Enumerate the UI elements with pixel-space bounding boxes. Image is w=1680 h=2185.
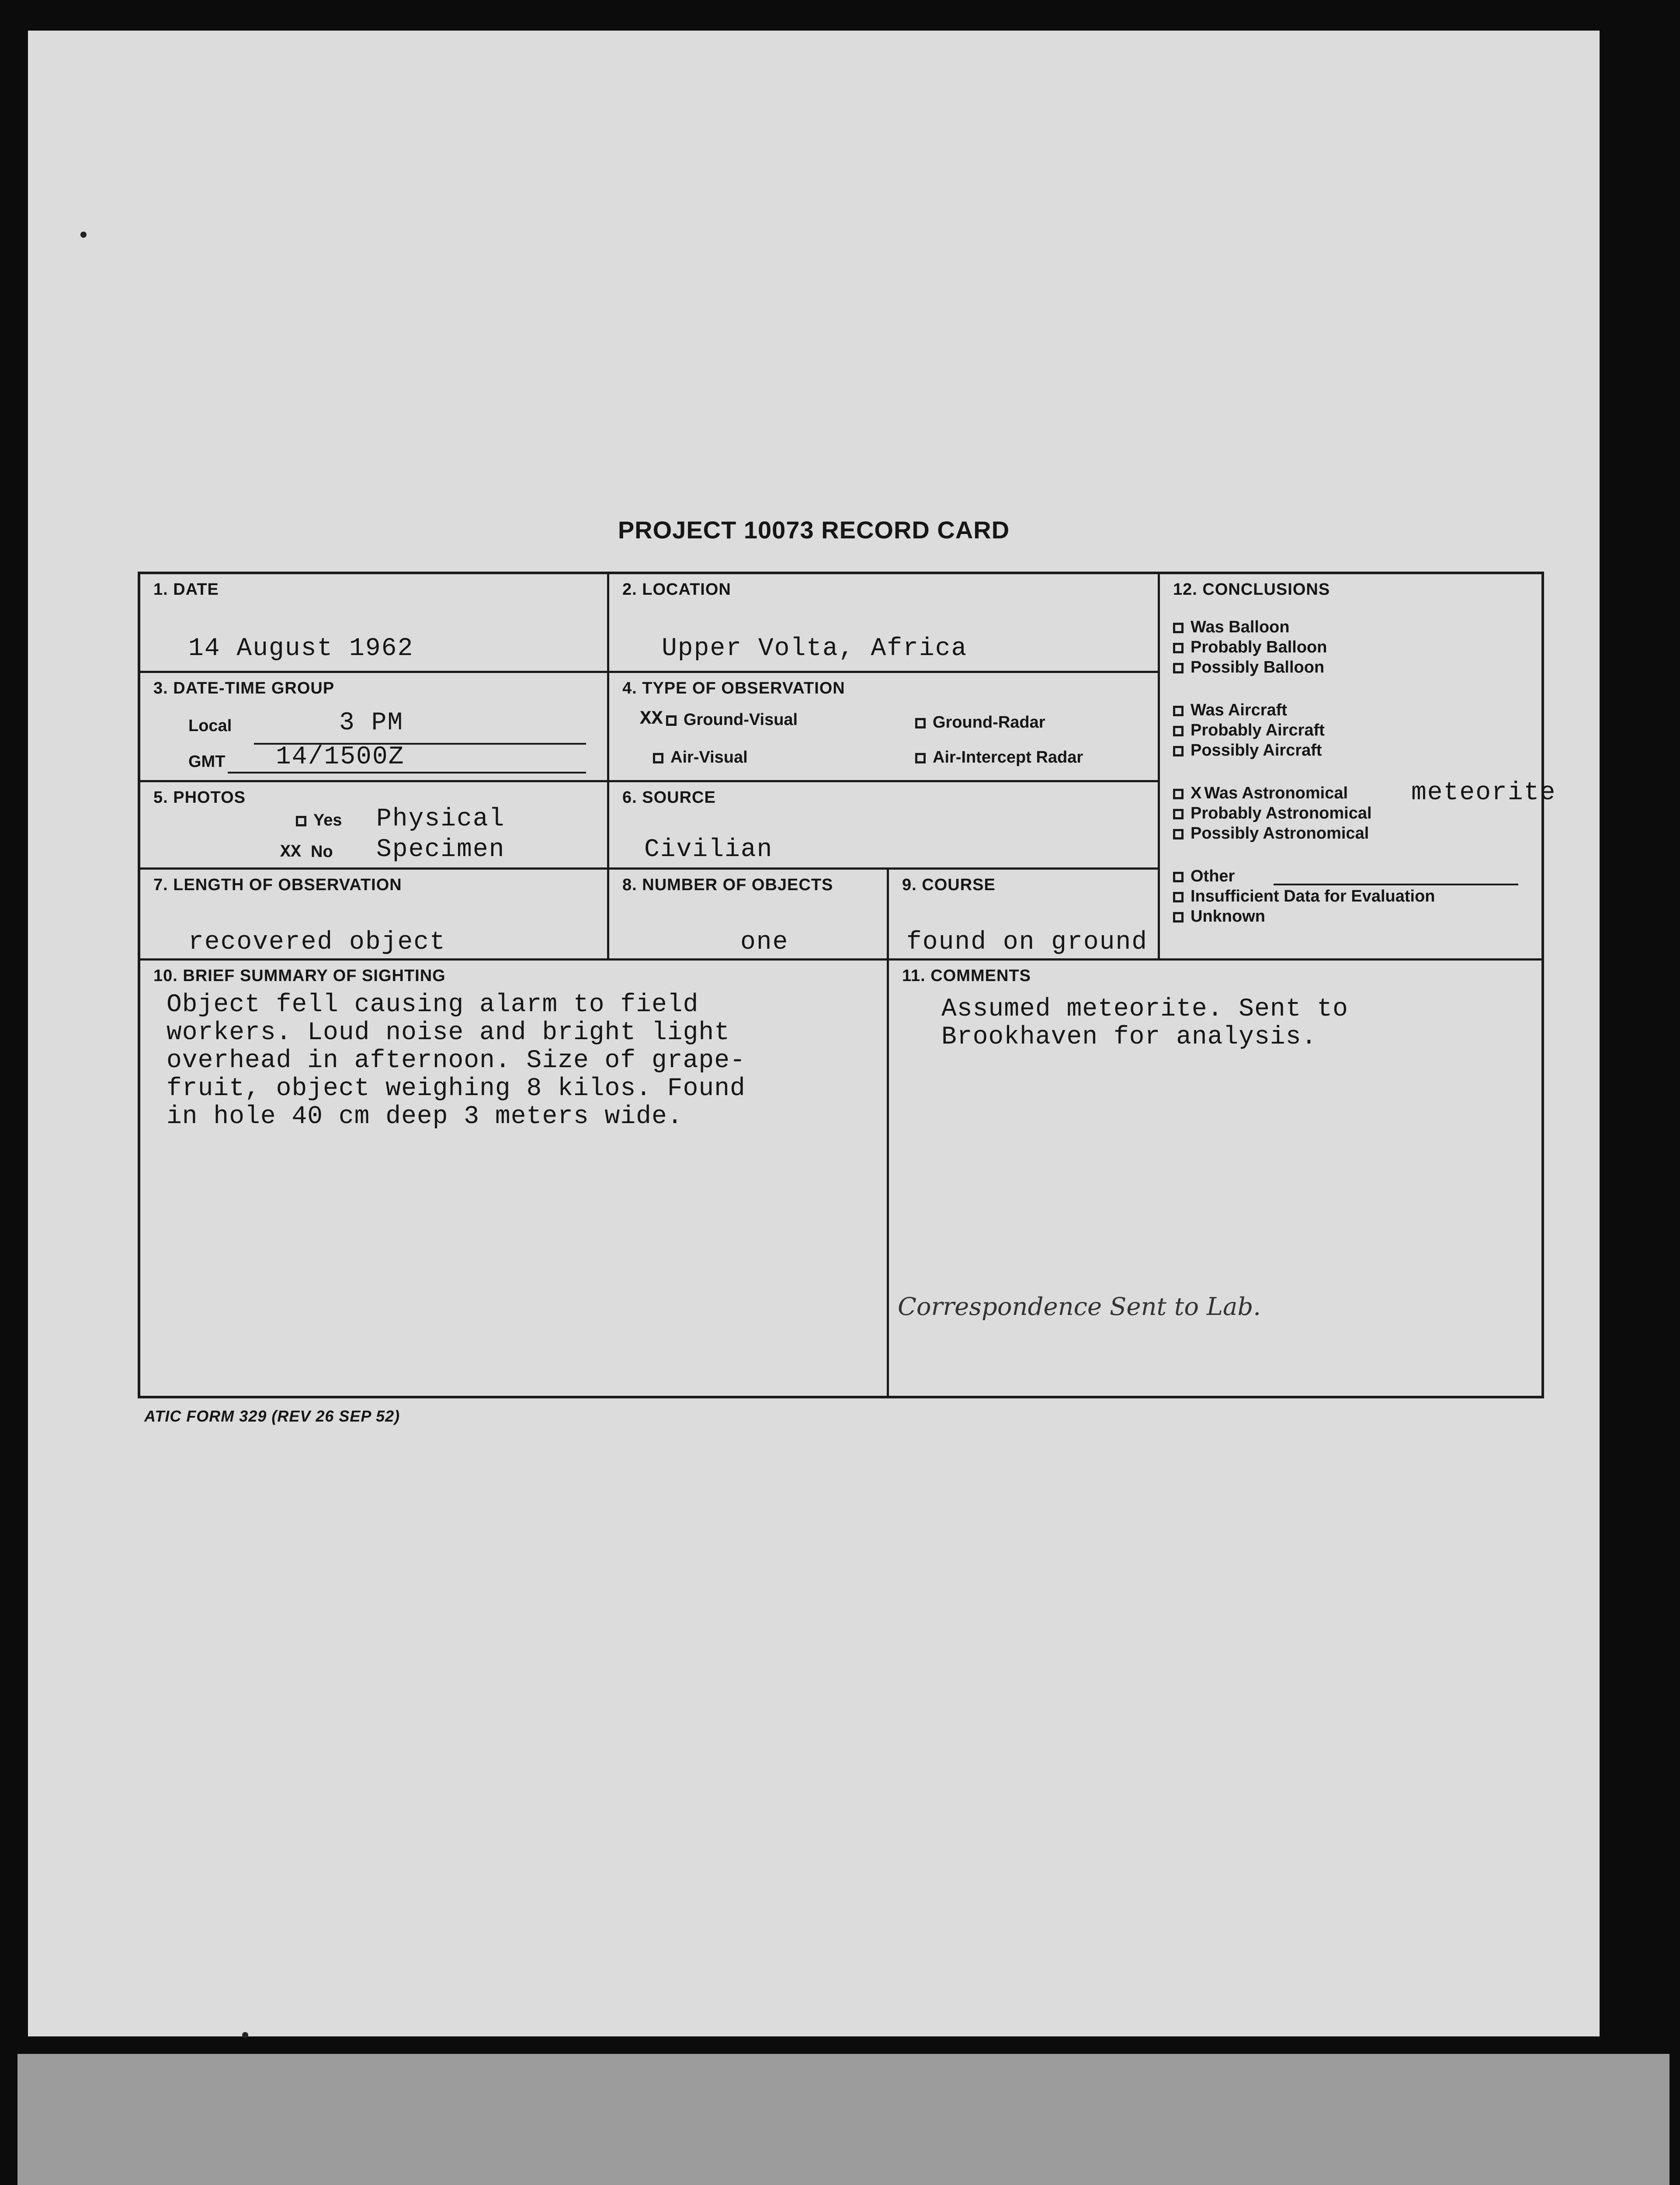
conclusion-was-aircraft[interactable]: Was Aircraft (1173, 701, 1287, 720)
checkbox-icon (653, 753, 663, 763)
conclusions-label: 12. CONCLUSIONS (1173, 580, 1330, 599)
checkbox-icon (1173, 726, 1184, 736)
record-card (138, 572, 1556, 1398)
option-air-intercept-radar[interactable]: Air-Intercept Radar (915, 748, 1083, 767)
conclusion-possibly-astronomical[interactable]: Possibly Astronomical (1173, 824, 1369, 843)
source-cell (609, 782, 1160, 870)
gmt-underline (228, 772, 586, 773)
date-cell (140, 574, 609, 673)
date-label: 1. DATE (153, 580, 219, 599)
comments-line: Brookhaven for analysis. (941, 1023, 1317, 1051)
course-label: 9. COURSE (902, 876, 996, 894)
comments-line: Assumed meteorite. Sent to (941, 995, 1348, 1023)
summary-line: Object fell causing alarm to field (167, 991, 699, 1019)
photos-cell (140, 782, 609, 870)
number-of-objects-cell (609, 870, 889, 961)
source-value: Civilian (644, 836, 773, 864)
conclusions-cell (1160, 574, 1556, 961)
local-label: Local (188, 717, 232, 735)
summary-line: fruit, object weighing 8 kilos. Found (167, 1075, 746, 1103)
course-value: found on ground (906, 928, 1148, 957)
astronomical-x-mark: X (1191, 784, 1202, 802)
checkbox-icon (1173, 706, 1184, 716)
background-sheet (17, 2054, 1670, 2185)
date-time-group-cell (140, 673, 609, 782)
checked-box-icon (1173, 789, 1184, 799)
card-title: PROJECT 10073 RECORD CARD (618, 516, 1010, 544)
course-cell (889, 870, 1160, 961)
gmt-value: 14/1500Z (276, 743, 405, 771)
other-underline (1274, 884, 1518, 885)
photos-label: 5. PHOTOS (153, 788, 246, 807)
conclusion-probably-aircraft[interactable]: Probably Aircraft (1173, 721, 1325, 740)
checkbox-icon (1173, 643, 1184, 653)
ground-visual-mark: XX (640, 708, 663, 730)
date-time-group-label: 3. DATE-TIME GROUP (153, 679, 335, 697)
comments-label: 11. COMMENTS (902, 967, 1031, 985)
photos-no-option[interactable]: No (311, 843, 333, 861)
checkbox-icon (1173, 872, 1184, 882)
type-of-observation-cell (609, 673, 1160, 782)
conclusion-possibly-aircraft[interactable]: Possibly Aircraft (1173, 741, 1322, 760)
location-label: 2. LOCATION (622, 580, 731, 599)
length-of-observation-value: recovered object (188, 928, 446, 957)
checkbox-icon (1173, 809, 1184, 819)
checkbox-icon (666, 715, 677, 726)
number-of-objects-label: 8. NUMBER OF OBJECTS (622, 876, 833, 894)
summary-line: in hole 40 cm deep 3 meters wide. (167, 1103, 683, 1131)
local-value: 3 PM (339, 709, 404, 737)
length-of-observation-cell (140, 870, 609, 961)
checkbox-icon (1173, 623, 1184, 633)
checkbox-icon (1173, 663, 1184, 673)
checkbox-icon (1173, 912, 1184, 923)
speck-mark (242, 2032, 248, 2038)
location-value: Upper Volta, Africa (662, 635, 968, 663)
checkbox-icon (915, 718, 926, 728)
form-id: ATIC FORM 329 (REV 26 SEP 52) (144, 1407, 400, 1425)
comments-cell (889, 961, 1541, 1396)
conclusion-insufficient-data[interactable]: Insufficient Data for Evaluation (1173, 887, 1435, 906)
conclusion-probably-astronomical[interactable]: Probably Astronomical (1173, 804, 1372, 823)
checkbox-icon (1173, 829, 1184, 839)
conclusion-was-balloon[interactable]: Was Balloon (1173, 618, 1290, 637)
checkbox-icon (1173, 892, 1184, 902)
checkbox-icon (1173, 746, 1184, 756)
checkbox-icon (915, 753, 926, 763)
summary-cell (140, 961, 889, 1396)
astronomical-note: meteorite (1411, 779, 1556, 807)
date-value: 14 August 1962 (188, 635, 414, 663)
photos-note-line1: Physical (376, 805, 505, 833)
photos-no-mark: XX (280, 843, 302, 862)
photos-yes-option[interactable]: Yes (296, 811, 342, 830)
summary-line: workers. Loud noise and bright light (167, 1019, 730, 1047)
option-ground-visual[interactable]: Ground-Visual (666, 711, 798, 729)
document-page (28, 31, 1600, 2036)
handwritten-note: Correspondence Sent to Lab. (898, 1293, 1261, 1321)
conclusion-possibly-balloon[interactable]: Possibly Balloon (1173, 658, 1324, 677)
option-air-visual[interactable]: Air-Visual (653, 748, 748, 767)
option-ground-radar[interactable]: Ground-Radar (915, 713, 1045, 732)
type-of-observation-label: 4. TYPE OF OBSERVATION (622, 679, 845, 697)
length-of-observation-label: 7. LENGTH OF OBSERVATION (153, 876, 402, 894)
photos-note-line2: Specimen (376, 836, 505, 864)
conclusion-probably-balloon[interactable]: Probably Balloon (1173, 638, 1327, 657)
gmt-label: GMT (188, 753, 226, 771)
checkbox-icon (296, 816, 306, 826)
location-cell (609, 574, 1160, 673)
conclusion-was-astronomical[interactable]: X Was Astronomical (1173, 784, 1348, 803)
summary-line: overhead in afternoon. Size of grape- (167, 1047, 746, 1075)
conclusion-unknown[interactable]: Unknown (1173, 907, 1265, 926)
speck-mark (80, 232, 87, 238)
number-of-objects-value: one (740, 928, 789, 957)
conclusion-other[interactable]: Other (1173, 867, 1235, 886)
source-label: 6. SOURCE (622, 788, 716, 807)
summary-label: 10. BRIEF SUMMARY OF SIGHTING (153, 967, 446, 985)
